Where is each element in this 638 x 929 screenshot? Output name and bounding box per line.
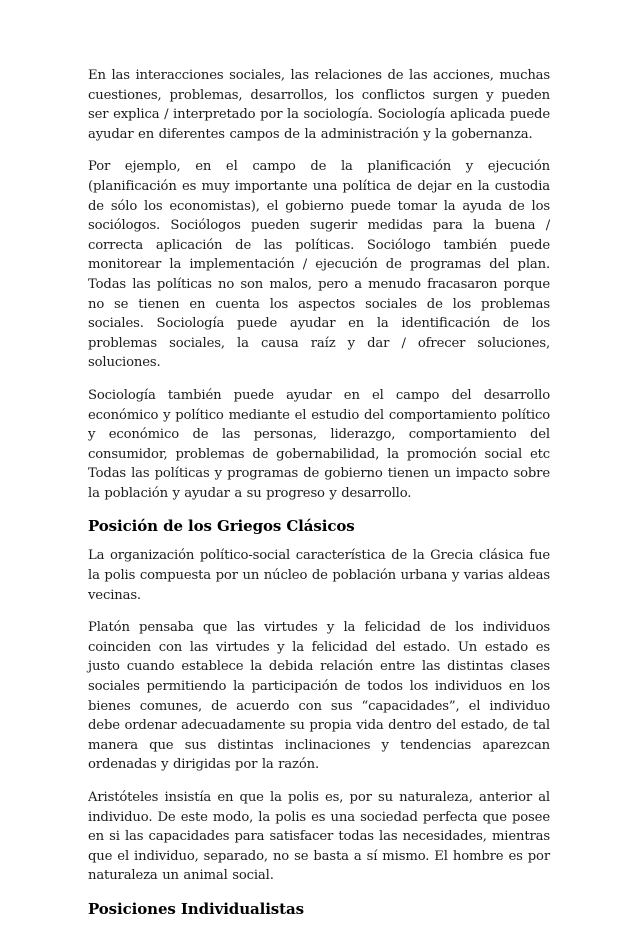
paragraph-platon: Platón pensaba que las virtudes y la felicidad de los individuos coinciden con las virtudes y la felicidad del estado. Un estado es justo cuando establece la debida relación entre las distintas clases sociales permitiendo la participación de todos los individuos en los bienes comunes, de acuerdo con sus “capacidades”, el individuo debe ordenar adecuadamente su propia vida dentro del estado, de tal manera que sus distintas inclinaciones y tendencias aparezcan ordenadas y dirigidas por la razón. xyxy=(88,620,550,773)
paragraph-desarrollo: Sociología también puede ayudar en el campo del desarrollo económico y político mediante el estudio del comportamiento político y económico de las personas, liderazgo, comportamiento del consumidor, problemas de gobernabilidad, la promoción social etc Todas las políticas y programas de gobierno tienen un impacto sobre la población y ayudar a su progreso y desarrollo. xyxy=(88,387,550,501)
paragraph-planificacion: Por ejemplo, en el campo de la planificación y ejecución (planificación es muy importante una política de dejar en la custodia de sólo los economistas), el gobierno puede tomar la ayuda de los sociólogos. Sociólogos pueden sugerir medidas para la buena / correcta aplicación de las políticas. Sociólogo también puede monitorear la implementación / ejecución de programas del plan. Todas las políticas no son malos, pero a menudo fracasaron porque no se tienen en cuenta los aspectos sociales de los problemas sociales. Sociología puede ayudar en la identificación de los problemas sociales, la causa raíz y dar / ofrecer soluciones, soluciones. xyxy=(88,159,550,371)
paragraph-interacciones: En las interacciones sociales, las relaciones de las acciones, muchas cuestiones, problemas, desarrollos, los conflictos surgen y pueden ser explica / interpretado por la sociología. Sociología aplicada puede ayudar en diferentes campos de la administración y la gobernanza. xyxy=(88,68,550,142)
heading-posiciones-individualistas: Posiciones Individualistas xyxy=(88,899,304,918)
paragraph-aristoteles: Aristóteles insistía en que la polis es, por su naturaleza, anterior al individuo. De este modo, la polis es una sociedad perfecta que posee en si las capacidades para satisfacer todas las necesidades, mientras que el individuo, separado, no se basta a sí mismo. El hombre es por naturaleza un animal social. xyxy=(88,790,550,884)
document-page xyxy=(88,66,550,929)
paragraph-polis: La organización político-social característica de la Grecia clásica fue la polis compuesta por un núcleo de población urbana y varias aldeas vecinas. xyxy=(88,548,550,603)
heading-griegos-clasicos: Posición de los Griegos Clásicos xyxy=(88,517,355,536)
